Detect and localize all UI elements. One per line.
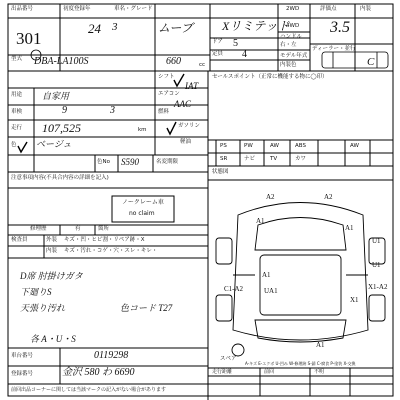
mileage-label: 走行 [11, 125, 23, 131]
reg-label: 登録番号 [11, 371, 34, 377]
color-code-label: 色No [97, 159, 110, 165]
note-line-5: 各 A・U・S [30, 334, 76, 344]
model-label: 車名・グレード [114, 6, 153, 12]
year-label: 初度登録年 [63, 6, 91, 12]
option-navi: ナビ [244, 156, 256, 162]
inspect-interior: 内装 [46, 248, 58, 254]
chassis-value: 0119298 [94, 350, 129, 361]
repair-location-label: 箇所 [98, 226, 110, 232]
steering-values: 右・左 [280, 42, 297, 48]
inner-color-label: 内装色 [280, 62, 297, 68]
mark-c1-a2: C1-A2 [224, 285, 244, 293]
mileage-unit: km [138, 127, 147, 133]
option-aw: AW [270, 143, 279, 149]
note-line-4: 色コード T27 [120, 303, 173, 313]
model-code-value: DBA-LA100S [34, 56, 89, 67]
equipment-value: AW [350, 143, 359, 149]
use-value: 自家用 [42, 91, 70, 101]
color-label: 色 [11, 142, 17, 148]
capacity-label: 定員 [212, 51, 224, 57]
score-label: 評価点 [320, 6, 337, 12]
steering-label: ハンドル [280, 34, 303, 40]
month-value: 3 [112, 21, 118, 33]
car-damage-diagram [208, 180, 393, 365]
mileage-value: 107,525 [42, 121, 81, 135]
mark-a2-left: A2 [266, 193, 275, 201]
prev-label: 前回 [264, 369, 275, 375]
option-tv: TV [270, 156, 278, 162]
model-code-label: 型式 [11, 56, 23, 62]
option-ps: PS [220, 143, 227, 149]
fuel-value: ガソリン [178, 123, 201, 129]
mark-a1-hood: A1 [345, 224, 354, 232]
mark-x1: X1 [350, 296, 359, 304]
lot-number: 301 [16, 29, 42, 48]
diagram-legend: A-キズ E-エクボ U-凹み W-修理跡 S-錆 C-腐食 P-塗装 X-交換 [245, 361, 356, 366]
ac-label: エアコン [158, 91, 180, 97]
inspect-exterior: 外装 [46, 237, 58, 243]
drive-4wd: 4WD [286, 23, 300, 29]
no-claim-sub: no claim [129, 210, 155, 217]
mileage-grid-label: 走行距離 [212, 369, 233, 375]
option-pw: PW [244, 143, 253, 149]
shift-label: シフト [158, 74, 175, 80]
interior-value: C [367, 56, 375, 68]
capacity-value: 4 [242, 49, 247, 60]
color-value: ベージュ [36, 139, 72, 149]
inspect-label: 検査員 [11, 237, 28, 243]
mark-a1-front: A1 [256, 217, 265, 225]
option-abs: ABS [295, 143, 306, 149]
fuel-label: 燃料 [158, 109, 170, 115]
mark-u1-rear: U1 [372, 261, 381, 269]
note-line-3: 天張り汚れ [20, 303, 66, 313]
option-sr: SR [220, 156, 228, 162]
transfer-label: 名変期限 [156, 159, 179, 165]
interior-label: 内装 [360, 6, 372, 12]
model-year-label: モデル年式 [280, 53, 308, 59]
score-value: 3.5 [330, 19, 350, 36]
year-value: 24 [88, 21, 101, 36]
class-value: 軽油 [180, 139, 192, 145]
inspect-exterior-items: キズ・凹・ヒビ割・リペア跡・X [64, 237, 145, 243]
mark-ua1: UA1 [264, 287, 278, 295]
reg-value: 金沢 580 わ 6690 [62, 367, 135, 378]
mark-a2-right: A2 [324, 193, 333, 201]
mark-u1-front: U1 [372, 237, 381, 245]
mark-a1-rear: A1 [316, 341, 325, 349]
door-label: ドア [212, 39, 223, 45]
cc-label: cc [199, 62, 206, 68]
model-value: ムーブ [158, 21, 193, 35]
shift-value: IAT [185, 81, 199, 91]
ac-value: AAC [174, 99, 191, 109]
inspection-month: 3 [110, 105, 115, 116]
grade-value: Xリミテッド [222, 19, 290, 33]
unknown-label: 不明 [314, 369, 325, 375]
repair-value: 有 [75, 226, 81, 232]
diagram-label: 状態図 [212, 169, 229, 175]
note-line-2: 下廻りS [20, 287, 52, 297]
lot-label: 出品番号 [11, 6, 34, 12]
no-claim-title: ノークレーム車 [122, 199, 164, 206]
sales-point-label: セールスポイント（正常に機能する物に◯印） [212, 74, 328, 80]
displacement-value: 660 [166, 56, 181, 67]
inspection-year: 9 [62, 105, 67, 116]
color-code-value: S590 [121, 157, 139, 167]
dealer-label: ディーラー・並行 [312, 46, 356, 52]
door-value: 5 [233, 38, 238, 49]
option-leather: カワ [295, 156, 307, 162]
spare-label: スペア [220, 356, 237, 362]
bottom-note: 前回出品コーナーに関しては当該マークの記入がない場合があります [11, 387, 167, 393]
repair-label: 修理歴 [30, 226, 47, 232]
inspection-label: 車検 [11, 109, 23, 115]
drive-2wd: 2WD [286, 6, 300, 12]
notice-label: 注意事項内容(不具合内容の詳細を記入) [11, 175, 109, 181]
note-line-1: D席 肘掛けガタ [20, 271, 83, 281]
inspect-interior-items: キズ・汚れ・コゲ・穴・スレ・キレ・ [64, 248, 158, 254]
chassis-label: 車台番号 [11, 353, 34, 359]
mark-x1-a2: X1-A2 [368, 283, 388, 291]
use-label: 用途 [11, 92, 23, 98]
mark-a1-side: A1 [262, 271, 271, 279]
